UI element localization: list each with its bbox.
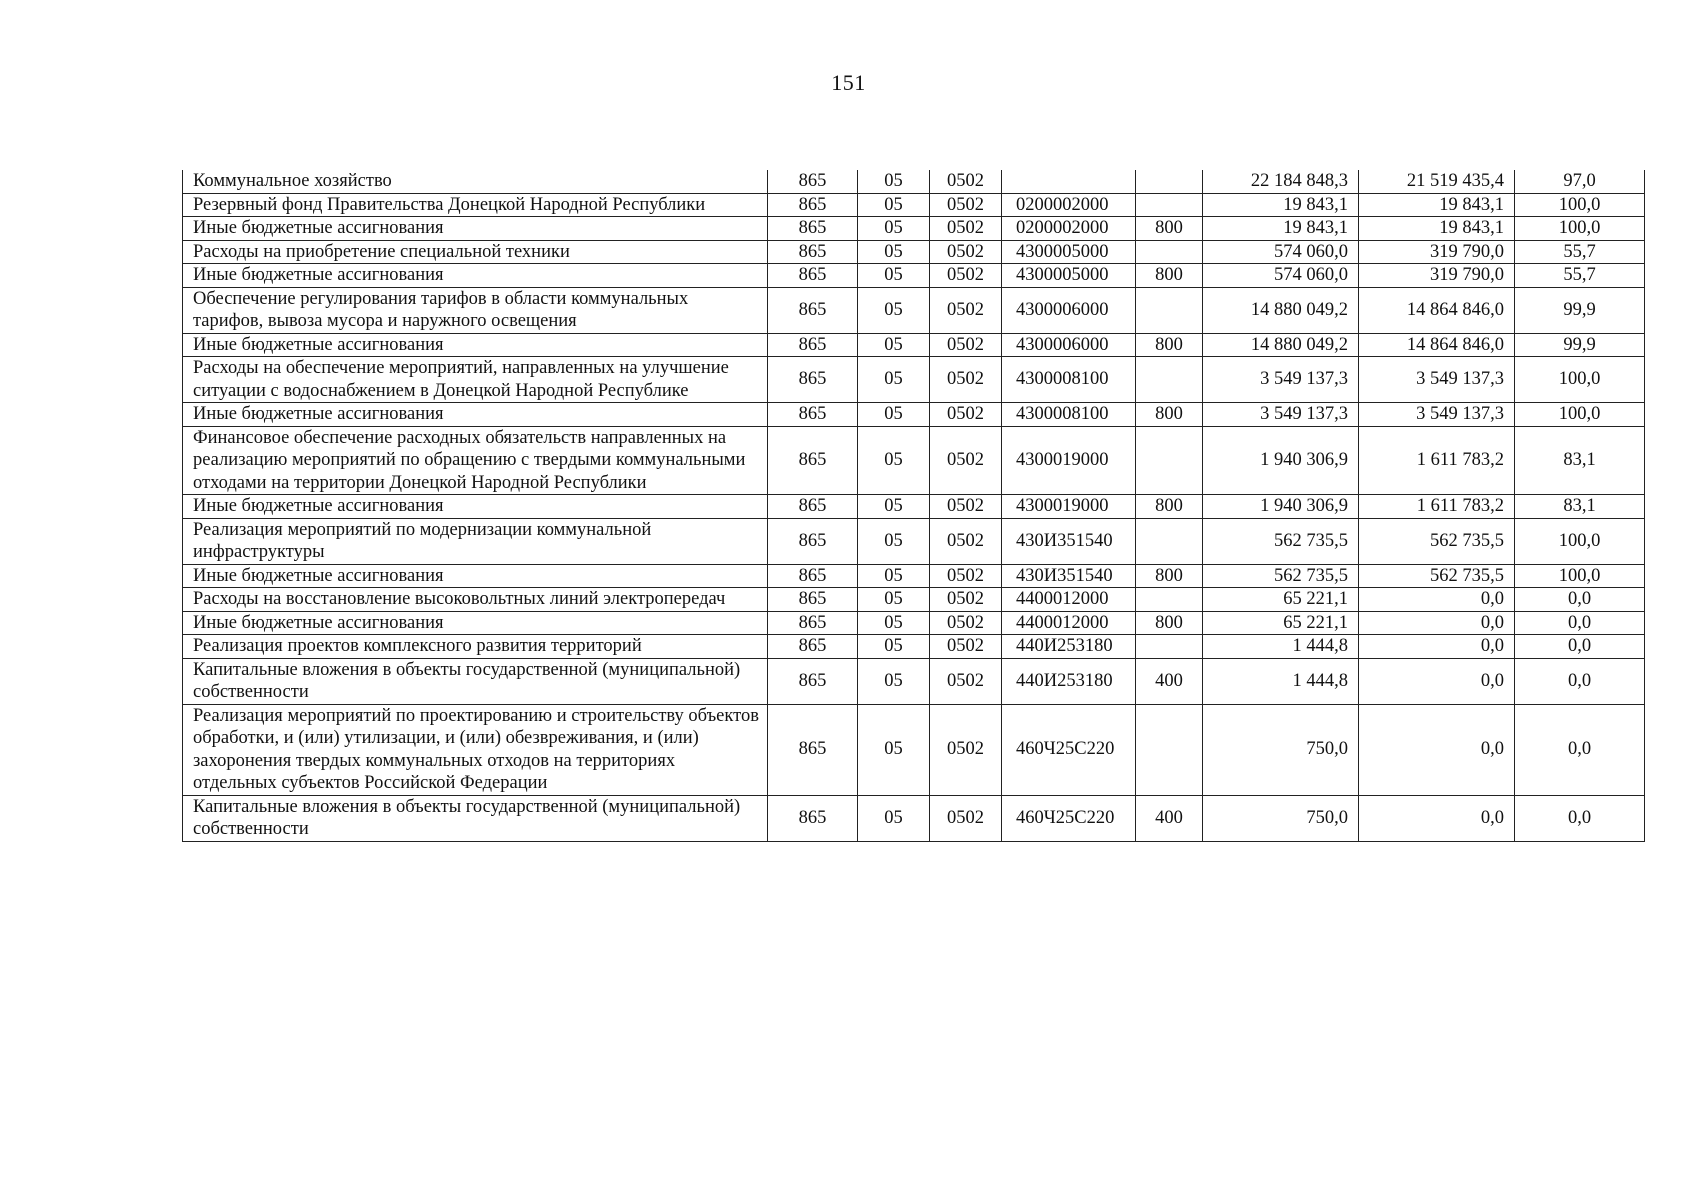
actual-amount-cell: 0,0 — [1359, 704, 1515, 795]
ministry-code-cell: 865 — [768, 795, 858, 841]
subsection-code-cell: 0502 — [930, 495, 1002, 519]
target-article-cell: 440И253180 — [1002, 635, 1136, 659]
expense-type-cell — [1136, 240, 1203, 264]
section-code-cell: 05 — [858, 170, 930, 193]
expense-type-cell — [1136, 635, 1203, 659]
ministry-code-cell: 865 — [768, 264, 858, 288]
execution-percent-cell: 100,0 — [1515, 217, 1645, 241]
row-name-cell: Иные бюджетные ассигнования — [183, 264, 768, 288]
planned-amount-cell: 14 880 049,2 — [1203, 333, 1359, 357]
table-row — [183, 240, 1645, 264]
execution-percent-cell: 99,9 — [1515, 333, 1645, 357]
subsection-code-cell: 0502 — [930, 193, 1002, 217]
row-name-cell: Капитальные вложения в объекты государственной (муниципальной) собственности — [183, 795, 768, 841]
budget-table-body — [183, 170, 1645, 841]
ministry-code-cell: 865 — [768, 518, 858, 564]
subsection-code-cell: 0502 — [930, 635, 1002, 659]
actual-amount-cell: 14 864 846,0 — [1359, 333, 1515, 357]
ministry-code-cell: 865 — [768, 495, 858, 519]
target-article-cell: 440И253180 — [1002, 658, 1136, 704]
target-article-cell: 4300006000 — [1002, 287, 1136, 333]
row-name-cell: Расходы на обеспечение мероприятий, направленных на улучшение ситуации с водоснабжением в Донецкой Народной Республике — [183, 357, 768, 403]
row-name-cell: Капитальные вложения в объекты государственной (муниципальной) собственности — [183, 658, 768, 704]
ministry-code-cell: 865 — [768, 611, 858, 635]
section-code-cell: 05 — [858, 240, 930, 264]
section-code-cell: 05 — [858, 518, 930, 564]
planned-amount-cell: 1 940 306,9 — [1203, 495, 1359, 519]
ministry-code-cell: 865 — [768, 426, 858, 495]
expense-type-cell: 800 — [1136, 403, 1203, 427]
target-article-cell: 460Ч25С220 — [1002, 795, 1136, 841]
subsection-code-cell: 0502 — [930, 658, 1002, 704]
target-article-cell: 4300005000 — [1002, 264, 1136, 288]
actual-amount-cell: 19 843,1 — [1359, 193, 1515, 217]
section-code-cell: 05 — [858, 564, 930, 588]
table-row — [183, 588, 1645, 612]
subsection-code-cell: 0502 — [930, 264, 1002, 288]
row-name-cell: Иные бюджетные ассигнования — [183, 564, 768, 588]
subsection-code-cell: 0502 — [930, 704, 1002, 795]
expense-type-cell: 800 — [1136, 217, 1203, 241]
execution-percent-cell: 0,0 — [1515, 588, 1645, 612]
row-name-cell: Иные бюджетные ассигнования — [183, 333, 768, 357]
actual-amount-cell: 21 519 435,4 — [1359, 170, 1515, 193]
actual-amount-cell: 0,0 — [1359, 795, 1515, 841]
ministry-code-cell: 865 — [768, 658, 858, 704]
execution-percent-cell: 100,0 — [1515, 193, 1645, 217]
planned-amount-cell: 1 444,8 — [1203, 658, 1359, 704]
execution-percent-cell: 0,0 — [1515, 658, 1645, 704]
execution-percent-cell: 99,9 — [1515, 287, 1645, 333]
row-name-cell: Расходы на приобретение специальной техники — [183, 240, 768, 264]
subsection-code-cell: 0502 — [930, 564, 1002, 588]
target-article-cell — [1002, 170, 1136, 193]
expense-type-cell — [1136, 704, 1203, 795]
subsection-code-cell: 0502 — [930, 333, 1002, 357]
row-name-cell: Иные бюджетные ассигнования — [183, 217, 768, 241]
target-article-cell: 4300008100 — [1002, 357, 1136, 403]
planned-amount-cell: 14 880 049,2 — [1203, 287, 1359, 333]
subsection-code-cell: 0502 — [930, 426, 1002, 495]
actual-amount-cell: 562 735,5 — [1359, 518, 1515, 564]
target-article-cell: 430И351540 — [1002, 564, 1136, 588]
section-code-cell: 05 — [858, 495, 930, 519]
section-code-cell: 05 — [858, 426, 930, 495]
execution-percent-cell: 83,1 — [1515, 426, 1645, 495]
target-article-cell: 4300008100 — [1002, 403, 1136, 427]
expense-type-cell — [1136, 170, 1203, 193]
table-row — [183, 495, 1645, 519]
actual-amount-cell: 0,0 — [1359, 611, 1515, 635]
ministry-code-cell: 865 — [768, 564, 858, 588]
expense-type-cell: 800 — [1136, 495, 1203, 519]
target-article-cell: 4300019000 — [1002, 495, 1136, 519]
table-row — [183, 287, 1645, 333]
ministry-code-cell: 865 — [768, 403, 858, 427]
ministry-code-cell: 865 — [768, 704, 858, 795]
actual-amount-cell: 1 611 783,2 — [1359, 426, 1515, 495]
expense-type-cell — [1136, 287, 1203, 333]
planned-amount-cell: 750,0 — [1203, 795, 1359, 841]
subsection-code-cell: 0502 — [930, 518, 1002, 564]
row-name-cell: Финансовое обеспечение расходных обязательств направленных на реализацию мероприятий по обращению с твердыми коммунальными отходами на территории Донецкой Народной Республики — [183, 426, 768, 495]
table-row — [183, 658, 1645, 704]
section-code-cell: 05 — [858, 333, 930, 357]
table-row — [183, 170, 1645, 193]
actual-amount-cell: 14 864 846,0 — [1359, 287, 1515, 333]
section-code-cell: 05 — [858, 795, 930, 841]
row-name-cell: Коммунальное хозяйство — [183, 170, 768, 193]
expense-type-cell: 800 — [1136, 564, 1203, 588]
planned-amount-cell: 1 940 306,9 — [1203, 426, 1359, 495]
planned-amount-cell: 3 549 137,3 — [1203, 403, 1359, 427]
target-article-cell: 4300005000 — [1002, 240, 1136, 264]
subsection-code-cell: 0502 — [930, 795, 1002, 841]
section-code-cell: 05 — [858, 611, 930, 635]
execution-percent-cell: 0,0 — [1515, 704, 1645, 795]
table-row — [183, 611, 1645, 635]
execution-percent-cell: 55,7 — [1515, 264, 1645, 288]
ministry-code-cell: 865 — [768, 635, 858, 659]
actual-amount-cell: 319 790,0 — [1359, 240, 1515, 264]
row-name-cell: Реализация мероприятий по проектированию и строительству объектов обработки, и (или) утилизации, и (или) обезвреживания, и (или) захоронения твердых коммунальных отходов на территориях отдельных субъектов Российской Федерации — [183, 704, 768, 795]
planned-amount-cell: 65 221,1 — [1203, 588, 1359, 612]
subsection-code-cell: 0502 — [930, 287, 1002, 333]
row-name-cell: Резервный фонд Правительства Донецкой Народной Республики — [183, 193, 768, 217]
target-article-cell: 4400012000 — [1002, 611, 1136, 635]
table-row — [183, 795, 1645, 841]
planned-amount-cell: 65 221,1 — [1203, 611, 1359, 635]
planned-amount-cell: 19 843,1 — [1203, 193, 1359, 217]
subsection-code-cell: 0502 — [930, 357, 1002, 403]
subsection-code-cell: 0502 — [930, 611, 1002, 635]
planned-amount-cell: 19 843,1 — [1203, 217, 1359, 241]
row-name-cell: Реализация проектов комплексного развития территорий — [183, 635, 768, 659]
section-code-cell: 05 — [858, 287, 930, 333]
row-name-cell: Обеспечение регулирования тарифов в области коммунальных тарифов, вывоза мусора и наружного освещения — [183, 287, 768, 333]
table-row — [183, 403, 1645, 427]
execution-percent-cell: 100,0 — [1515, 403, 1645, 427]
execution-percent-cell: 100,0 — [1515, 518, 1645, 564]
section-code-cell: 05 — [858, 588, 930, 612]
execution-percent-cell: 100,0 — [1515, 564, 1645, 588]
table-row — [183, 333, 1645, 357]
ministry-code-cell: 865 — [768, 193, 858, 217]
table-row — [183, 264, 1645, 288]
expense-type-cell — [1136, 518, 1203, 564]
expense-type-cell: 800 — [1136, 264, 1203, 288]
section-code-cell: 05 — [858, 704, 930, 795]
ministry-code-cell: 865 — [768, 217, 858, 241]
planned-amount-cell: 1 444,8 — [1203, 635, 1359, 659]
planned-amount-cell: 3 549 137,3 — [1203, 357, 1359, 403]
subsection-code-cell: 0502 — [930, 217, 1002, 241]
row-name-cell: Иные бюджетные ассигнования — [183, 495, 768, 519]
subsection-code-cell: 0502 — [930, 240, 1002, 264]
table-row — [183, 217, 1645, 241]
target-article-cell: 430И351540 — [1002, 518, 1136, 564]
execution-percent-cell: 83,1 — [1515, 495, 1645, 519]
section-code-cell: 05 — [858, 193, 930, 217]
actual-amount-cell: 319 790,0 — [1359, 264, 1515, 288]
target-article-cell: 460Ч25С220 — [1002, 704, 1136, 795]
section-code-cell: 05 — [858, 264, 930, 288]
actual-amount-cell: 0,0 — [1359, 588, 1515, 612]
row-name-cell: Иные бюджетные ассигнования — [183, 611, 768, 635]
actual-amount-cell: 562 735,5 — [1359, 564, 1515, 588]
execution-percent-cell: 0,0 — [1515, 611, 1645, 635]
expense-type-cell — [1136, 357, 1203, 403]
row-name-cell: Расходы на восстановление высоковольтных линий электропередач — [183, 588, 768, 612]
ministry-code-cell: 865 — [768, 240, 858, 264]
expense-type-cell — [1136, 193, 1203, 217]
section-code-cell: 05 — [858, 658, 930, 704]
target-article-cell: 0200002000 — [1002, 193, 1136, 217]
table-row — [183, 518, 1645, 564]
expense-type-cell: 800 — [1136, 333, 1203, 357]
ministry-code-cell: 865 — [768, 287, 858, 333]
budget-table — [182, 170, 1645, 842]
actual-amount-cell: 1 611 783,2 — [1359, 495, 1515, 519]
actual-amount-cell: 19 843,1 — [1359, 217, 1515, 241]
expense-type-cell — [1136, 426, 1203, 495]
target-article-cell: 4300019000 — [1002, 426, 1136, 495]
actual-amount-cell: 0,0 — [1359, 635, 1515, 659]
table-row — [183, 704, 1645, 795]
subsection-code-cell: 0502 — [930, 588, 1002, 612]
execution-percent-cell: 0,0 — [1515, 795, 1645, 841]
ministry-code-cell: 865 — [768, 357, 858, 403]
planned-amount-cell: 22 184 848,3 — [1203, 170, 1359, 193]
planned-amount-cell: 750,0 — [1203, 704, 1359, 795]
row-name-cell: Реализация мероприятий по модернизации коммунальной инфраструктуры — [183, 518, 768, 564]
ministry-code-cell: 865 — [768, 333, 858, 357]
expense-type-cell: 400 — [1136, 795, 1203, 841]
ministry-code-cell: 865 — [768, 588, 858, 612]
page-number: 151 — [831, 70, 866, 95]
table-row — [183, 357, 1645, 403]
subsection-code-cell: 0502 — [930, 403, 1002, 427]
section-code-cell: 05 — [858, 635, 930, 659]
table-row — [183, 193, 1645, 217]
actual-amount-cell: 0,0 — [1359, 658, 1515, 704]
target-article-cell: 0200002000 — [1002, 217, 1136, 241]
subsection-code-cell: 0502 — [930, 170, 1002, 193]
table-row — [183, 564, 1645, 588]
execution-percent-cell: 0,0 — [1515, 635, 1645, 659]
target-article-cell: 4300006000 — [1002, 333, 1136, 357]
section-code-cell: 05 — [858, 357, 930, 403]
planned-amount-cell: 574 060,0 — [1203, 264, 1359, 288]
planned-amount-cell: 562 735,5 — [1203, 518, 1359, 564]
ministry-code-cell: 865 — [768, 170, 858, 193]
table-row — [183, 426, 1645, 495]
expense-type-cell — [1136, 588, 1203, 612]
target-article-cell: 4400012000 — [1002, 588, 1136, 612]
execution-percent-cell: 100,0 — [1515, 357, 1645, 403]
actual-amount-cell: 3 549 137,3 — [1359, 357, 1515, 403]
planned-amount-cell: 574 060,0 — [1203, 240, 1359, 264]
expense-type-cell: 800 — [1136, 611, 1203, 635]
planned-amount-cell: 562 735,5 — [1203, 564, 1359, 588]
section-code-cell: 05 — [858, 217, 930, 241]
execution-percent-cell: 97,0 — [1515, 170, 1645, 193]
execution-percent-cell: 55,7 — [1515, 240, 1645, 264]
actual-amount-cell: 3 549 137,3 — [1359, 403, 1515, 427]
section-code-cell: 05 — [858, 403, 930, 427]
expense-type-cell: 400 — [1136, 658, 1203, 704]
table-row — [183, 635, 1645, 659]
row-name-cell: Иные бюджетные ассигнования — [183, 403, 768, 427]
